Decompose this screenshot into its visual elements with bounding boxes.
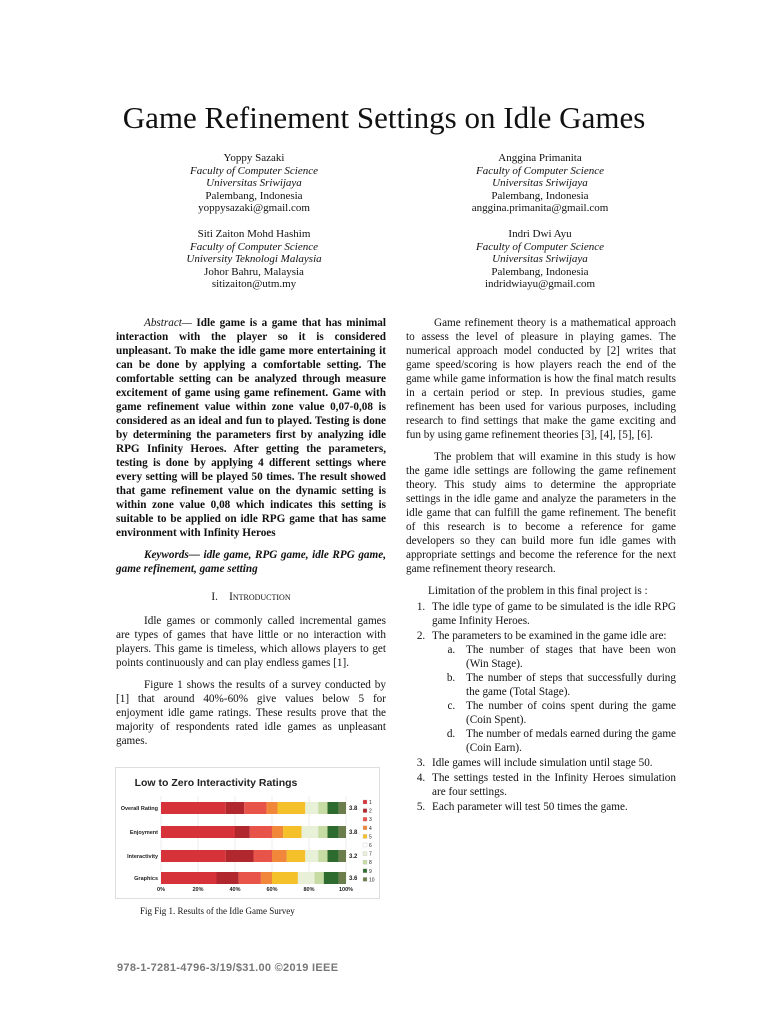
bar-segment (328, 802, 339, 814)
bar-segment (305, 850, 318, 862)
average-label: 3.6 (349, 876, 358, 882)
author-faculty: Faculty of Computer Science (190, 240, 318, 253)
bar-segment (272, 826, 283, 838)
author-city: Johor Bahru, Malaysia (204, 265, 304, 278)
list-item: d. The number of medals earned during the game (Coin Earn). (458, 727, 676, 755)
list-item: 5. Each parameter will test 50 times the game. (428, 800, 676, 814)
legend-label: 3 (369, 817, 372, 824)
bar-segment (254, 850, 273, 862)
legend-swatch (363, 809, 367, 813)
author-city: Palembang, Indonesia (491, 189, 589, 202)
copyright-footer: 978-1-7281-4796-3/19/$31.00 ©2019 IEEE (117, 962, 339, 974)
legend-label: 4 (369, 825, 372, 832)
legend-swatch (363, 834, 367, 838)
bar-segment (272, 872, 298, 884)
bar-segment (235, 826, 250, 838)
intro-paragraph-2: Figure 1 shows the results of a survey conducted by [1] that around 40%-60% give values below 5 for enjoyment idle game ratings. These results prove that the majority of respondents rated idle games as unpleasant games. (116, 679, 386, 747)
sub-list (432, 643, 676, 755)
author-name: Anggina Primanita (498, 152, 582, 164)
right-paragraph-2: The problem that will examine in this study is how the game idle settings are following the game refinement theory. This study aims to determine the appropriate settings in the idle game and analyze the parameters in the idle game that can fulfill the game refinement. The benefit of this research is to become a reference for game developers so they can build more fun idle games with appropriate settings and become the reference for the next game refinement theory research. (406, 451, 676, 575)
keywords: Keywords— idle game, RPG game, idle RPG game, game refinement, game setting (116, 549, 386, 575)
section-title: Introduction (229, 591, 291, 603)
author-block-2 (420, 152, 660, 215)
bar-segment (287, 850, 306, 862)
x-tick-label: 100% (338, 887, 354, 893)
author-email[interactable]: sitizaiton@utm.my (211, 278, 297, 291)
bar-segment (315, 872, 324, 884)
bar-segment (266, 802, 277, 814)
list-item: b. The number of steps that successfully during the game (Total Stage). (458, 671, 676, 699)
x-tick-label: 80% (303, 887, 315, 893)
bar-segment (305, 802, 318, 814)
category-label: Overall Rating (120, 806, 158, 812)
abstract-lead: Abstract— (144, 317, 192, 329)
right-column (406, 316, 676, 815)
intro-paragraph-1: Idle games or commonly called incremental games are types of games that have little or no interaction with players. This game is timeless, which allows players to get points continuously and can play endless games [1]. (116, 615, 386, 669)
figure-caption: Fig Fig 1. Results of the Idle Game Survey (140, 906, 295, 916)
legend-swatch (363, 843, 367, 847)
legend-swatch (363, 869, 367, 873)
author-faculty: Faculty of Computer Science (476, 240, 604, 253)
bar-segment (339, 826, 346, 838)
legend-label: 6 (369, 843, 372, 849)
bar-segment (318, 850, 327, 862)
legend-swatch (363, 826, 367, 830)
bar-segment (324, 872, 339, 884)
author-name: Yoppy Sazaki (223, 152, 285, 164)
legend-label: 5 (369, 834, 372, 841)
right-paragraph-1: Game refinement theory is a mathematical approach to assess the level of pleasure in playing games. The numerical approach model conducted by [2] writes that game speed/scoring is how players reach the end of the game while game information is how the final match results in a certain period or step. In previous studies, game refinement has been used for various purposes, including research to find settings that make the game exciting and fun by using game refinement theories [3], [4], [5], [6]. (406, 317, 676, 441)
bar-segment (217, 872, 239, 884)
author-university: University Teknologi Malaysia (186, 253, 322, 266)
legend-label: 2 (369, 808, 372, 815)
bar-segment (298, 872, 315, 884)
average-label: 3.8 (349, 830, 358, 836)
category-label: Enjoyment (129, 830, 158, 836)
legend-swatch (363, 817, 367, 821)
legend-label: 1 (369, 800, 372, 806)
category-label: Graphics (134, 876, 158, 882)
list-item: 3. Idle games will include simulation until stage 50. (428, 756, 676, 770)
author-university: Universitas Sriwijaya (492, 177, 588, 190)
bar-segment (318, 826, 327, 838)
bar-segment (328, 850, 339, 862)
abstract-body: Idle game is a game that has minimal interaction with the player so it is considered unpleasant. To make the idle game more entertaining it can be done by applying a comfortable setting. The comfortable setting can be analyzed through measure excitement of game using game refinement. Game with game refinement value within zone value 0,07-0,08 is considered as an ideal and fun to played. Testing is done by determining the parameters first by analyzing idle RPG Infinity Heroes. After getting the parameters, testing is done by applying 4 different settings where every setting will be played 50 times. The result showed that game refinement value on the dynamic setting is within zone value 0,08 which indicates this setting is suitable to be applied on idle RPG game that has same environment with Infinity Heroes (116, 317, 387, 539)
author-block-4 (420, 228, 660, 291)
survey-figure (115, 767, 380, 899)
author-university: Universitas Sriwijaya (492, 253, 588, 266)
x-tick-label: 20% (192, 887, 204, 893)
bar-segment (161, 850, 226, 862)
bar-segment (339, 872, 346, 884)
author-name: Indri Dwi Ayu (508, 228, 572, 240)
legend-swatch (363, 860, 367, 864)
bar-segment (283, 826, 302, 838)
bar-segment (161, 872, 217, 884)
x-tick-label: 40% (229, 887, 241, 893)
legend-label: 9 (369, 868, 372, 875)
author-university: Universitas Sriwijaya (206, 177, 302, 190)
bar-segment (226, 850, 254, 862)
average-label: 3.8 (349, 806, 358, 812)
list-item: 1. The idle type of game to be simulated is the idle RPG game Infinity Heroes. (428, 600, 676, 628)
average-label: 3.2 (349, 854, 358, 860)
legend-label: 8 (369, 860, 372, 867)
legend-swatch (363, 852, 367, 856)
list-item: a. The number of stages that have been won (Win Stage). (458, 643, 676, 671)
list-item: c. The number of coins spent during the game (Coin Spent). (458, 699, 676, 727)
legend-label: 10 (369, 877, 375, 884)
list-item: 4. The settings tested in the Infinity Heroes simulation are four settings. (428, 771, 676, 799)
bar-segment (272, 850, 287, 862)
bar-segment (244, 802, 266, 814)
author-block-1 (134, 152, 374, 215)
author-email[interactable]: yoppysazaki@gmail.com (198, 202, 310, 215)
section-heading (116, 590, 386, 604)
legend-swatch (363, 800, 367, 804)
bar-segment (328, 826, 339, 838)
bar-segment (339, 850, 346, 862)
bar-segment (302, 826, 319, 838)
survey-chart (116, 768, 379, 898)
bar-segment (250, 826, 272, 838)
author-email[interactable]: anggina.primanita@gmail.com (471, 202, 609, 215)
bar-segment (239, 872, 261, 884)
author-name: Siti Zaiton Mohd Hashim (197, 228, 311, 240)
legend-swatch (363, 877, 367, 881)
author-email[interactable]: indridwiayu@gmail.com (484, 278, 596, 291)
left-column (116, 316, 386, 756)
section-number: I. (211, 591, 218, 603)
author-faculty: Faculty of Computer Science (190, 164, 318, 177)
x-tick-label: 0% (157, 887, 165, 893)
limitation-list (406, 600, 676, 814)
author-city: Palembang, Indonesia (491, 265, 589, 278)
bar-segment (161, 826, 235, 838)
bar-segment (339, 802, 346, 814)
paper-title: Game Refinement Settings on Idle Games (122, 100, 646, 135)
abstract (116, 316, 386, 540)
list-item: 2. The parameters to be examined in the game idle are: a. The number of stages that have been won (Win Stage). b. The number of steps that successfully during the game (Total Stage). c. The number of coins spent during the game (Coin Spent). d. The number of medals earned during the game (Coin Earn). (428, 629, 676, 755)
bar-segment (161, 802, 226, 814)
author-block-3 (134, 228, 374, 291)
author-city: Palembang, Indonesia (205, 189, 303, 202)
x-tick-label: 60% (266, 887, 278, 893)
bar-segment (226, 802, 245, 814)
legend-label: 7 (369, 851, 372, 858)
bar-segment (278, 802, 306, 814)
bar-segment (318, 802, 327, 814)
limitation-intro: Limitation of the problem in this final project is : (428, 585, 648, 597)
category-label: Interactivity (127, 854, 158, 860)
bar-segment (261, 872, 272, 884)
author-faculty: Faculty of Computer Science (476, 164, 604, 177)
chart-title: Low to Zero Interactivity Ratings (134, 777, 298, 789)
